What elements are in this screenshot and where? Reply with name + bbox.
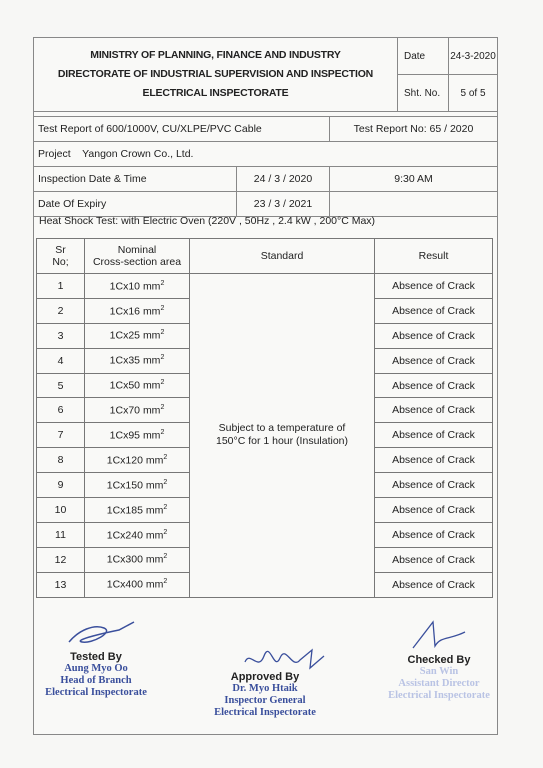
row-sr: 4 <box>37 348 85 373</box>
project-label: Project <box>38 148 71 160</box>
inspection-time: 9:30 AM <box>330 167 498 192</box>
report-info <box>33 116 498 217</box>
row-sr: 6 <box>37 398 85 423</box>
row-area-unit-exp: 2 <box>160 404 165 412</box>
col-sr-line2: No; <box>52 256 69 268</box>
col-sr-line1: Sr <box>55 244 66 256</box>
checked-role: Assistant Director <box>398 678 480 689</box>
row-sr: 9 <box>37 473 85 498</box>
row-area-unit: mm <box>145 553 164 566</box>
checked-name: San Win <box>419 666 459 677</box>
table-header-row <box>37 239 493 274</box>
expiry-label: Date Of Expiry <box>34 192 237 217</box>
tested-role: Head of Branch <box>60 675 132 686</box>
test-report-title: Test Report of 600/1000V, CU/XLPE/PVC Cable <box>34 117 330 142</box>
row-area <box>85 522 190 547</box>
approved-org: Electrical Inspectorate <box>214 707 316 718</box>
project-row <box>34 142 498 167</box>
sheet-label: Sht. No. <box>398 75 449 112</box>
approved-block <box>205 671 325 719</box>
row-area <box>85 498 190 523</box>
tested-title: Tested By <box>70 651 122 663</box>
row-result: Absence of Crack <box>375 298 493 323</box>
row-area-value: 1Cx70 <box>109 404 141 417</box>
row-result: Absence of Crack <box>375 572 493 597</box>
col-area <box>85 239 190 274</box>
date-label: Date <box>398 38 449 75</box>
row-area-value: 1Cx400 <box>106 578 143 591</box>
row-area-unit-exp: 2 <box>163 478 168 486</box>
date-value: 24-3-2020 <box>449 38 498 75</box>
row-area <box>85 274 190 299</box>
row-area <box>85 298 190 323</box>
project-value: Yangon Crown Co., Ltd. <box>82 148 194 160</box>
row-result: Absence of Crack <box>375 348 493 373</box>
row-area-unit: mm <box>142 354 161 367</box>
approved-role: Inspector General <box>224 695 306 706</box>
expiry-date: 23 / 3 / 2021 <box>237 192 330 217</box>
table-row <box>37 274 493 299</box>
row-area <box>85 473 190 498</box>
col-area-line1: Nominal <box>117 244 157 256</box>
row-area <box>85 423 190 448</box>
tested-name: Aung Myo Oo <box>64 663 128 674</box>
row-area-unit: mm <box>145 578 164 591</box>
row-area <box>85 448 190 473</box>
row-area-unit-exp: 2 <box>163 528 168 536</box>
col-result: Result <box>375 239 493 274</box>
col-sr <box>37 239 85 274</box>
row-area-value: 1Cx120 <box>106 454 143 467</box>
standard-cell <box>190 274 375 598</box>
results-body <box>37 274 493 598</box>
row-result: Absence of Crack <box>375 473 493 498</box>
row-sr: 5 <box>37 373 85 398</box>
expiry-blank <box>330 192 498 217</box>
row-area-unit: mm <box>145 479 164 492</box>
checked-title: Checked By <box>407 654 471 666</box>
header-title <box>34 38 398 112</box>
row-sr: 11 <box>37 522 85 547</box>
row-area-unit: mm <box>142 379 161 392</box>
row-area <box>85 348 190 373</box>
row-area-unit-exp: 2 <box>160 279 165 287</box>
row-sr: 10 <box>37 498 85 523</box>
approved-title: Approved By <box>230 671 300 683</box>
standard-line1: Subject to a temperature of <box>218 422 346 435</box>
directorate-line: DIRECTORATE OF INDUSTRIAL SUPERVISION AND INSPECTION <box>57 68 374 80</box>
row-area-unit: mm <box>142 280 161 293</box>
row-area-value: 1Cx185 <box>106 504 143 517</box>
checked-org: Electrical Inspectorate <box>388 690 490 701</box>
row-area-value: 1Cx25 <box>109 329 141 342</box>
row-area-value: 1Cx50 <box>109 379 141 392</box>
inspection-date: 24 / 3 / 2020 <box>237 167 330 192</box>
row-sr: 8 <box>37 448 85 473</box>
row-result: Absence of Crack <box>375 373 493 398</box>
row-sr: 2 <box>37 298 85 323</box>
row-area-unit: mm <box>142 329 161 342</box>
report-header <box>33 37 498 112</box>
row-area-value: 1Cx150 <box>106 479 143 492</box>
row-area-unit-exp: 2 <box>160 329 165 337</box>
row-area-unit-exp: 2 <box>160 429 165 437</box>
heat-shock-title: Heat Shock Test: with Electric Oven (220V , 50Hz , 2.4 kW , 200°C Max) <box>39 215 376 227</box>
row-area-unit: mm <box>145 454 164 467</box>
row-sr: 1 <box>37 274 85 299</box>
row-result: Absence of Crack <box>375 323 493 348</box>
checked-block <box>379 654 499 702</box>
row-area-unit-exp: 2 <box>163 578 168 586</box>
row-result: Absence of Crack <box>375 498 493 523</box>
row-area-unit-exp: 2 <box>160 304 165 312</box>
row-sr: 7 <box>37 423 85 448</box>
checked-signature-scribble <box>405 618 475 654</box>
results-table <box>36 238 493 598</box>
row-area-value: 1Cx300 <box>106 553 143 566</box>
tested-block <box>36 651 156 699</box>
tested-org: Electrical Inspectorate <box>45 687 147 698</box>
row-sr: 3 <box>37 323 85 348</box>
row-area-unit-exp: 2 <box>163 503 168 511</box>
row-result: Absence of Crack <box>375 448 493 473</box>
row-area-unit-exp: 2 <box>163 453 168 461</box>
row-result: Absence of Crack <box>375 423 493 448</box>
row-area-unit: mm <box>142 305 161 318</box>
row-area-unit-exp: 2 <box>160 354 165 362</box>
col-standard: Standard <box>190 239 375 274</box>
row-area <box>85 547 190 572</box>
row-area <box>85 323 190 348</box>
row-area-unit: mm <box>142 429 161 442</box>
col-area-line2: Cross-section area <box>92 256 182 268</box>
row-area-value: 1Cx240 <box>106 529 143 542</box>
inspection-label: Inspection Date & Time <box>34 167 237 192</box>
row-area-unit: mm <box>145 504 164 517</box>
row-sr: 12 <box>37 547 85 572</box>
row-area-value: 1Cx10 <box>109 280 141 293</box>
test-report-no: Test Report No: 65 / 2020 <box>330 117 498 142</box>
row-result: Absence of Crack <box>375 398 493 423</box>
row-sr: 13 <box>37 572 85 597</box>
sheet-value: 5 of 5 <box>449 75 498 112</box>
row-result: Absence of Crack <box>375 522 493 547</box>
row-area-value: 1Cx95 <box>109 429 141 442</box>
ministry-line: MINISTRY OF PLANNING, FINANCE AND INDUSTRY <box>90 49 341 61</box>
standard-line2: 150°C for 1 hour (Insulation) <box>215 435 349 448</box>
row-area-value: 1Cx35 <box>109 354 141 367</box>
row-area-unit-exp: 2 <box>160 379 165 387</box>
row-area-unit: mm <box>142 404 161 417</box>
row-result: Absence of Crack <box>375 547 493 572</box>
row-area <box>85 398 190 423</box>
row-area <box>85 373 190 398</box>
row-area-unit: mm <box>145 529 164 542</box>
tested-signature-scribble <box>64 612 144 652</box>
row-area <box>85 572 190 597</box>
row-result: Absence of Crack <box>375 274 493 299</box>
inspectorate-line: ELECTRICAL INSPECTORATE <box>142 87 289 99</box>
row-area-value: 1Cx16 <box>109 305 141 318</box>
row-area-unit-exp: 2 <box>163 553 168 561</box>
approved-name: Dr. Myo Htaik <box>232 683 298 694</box>
